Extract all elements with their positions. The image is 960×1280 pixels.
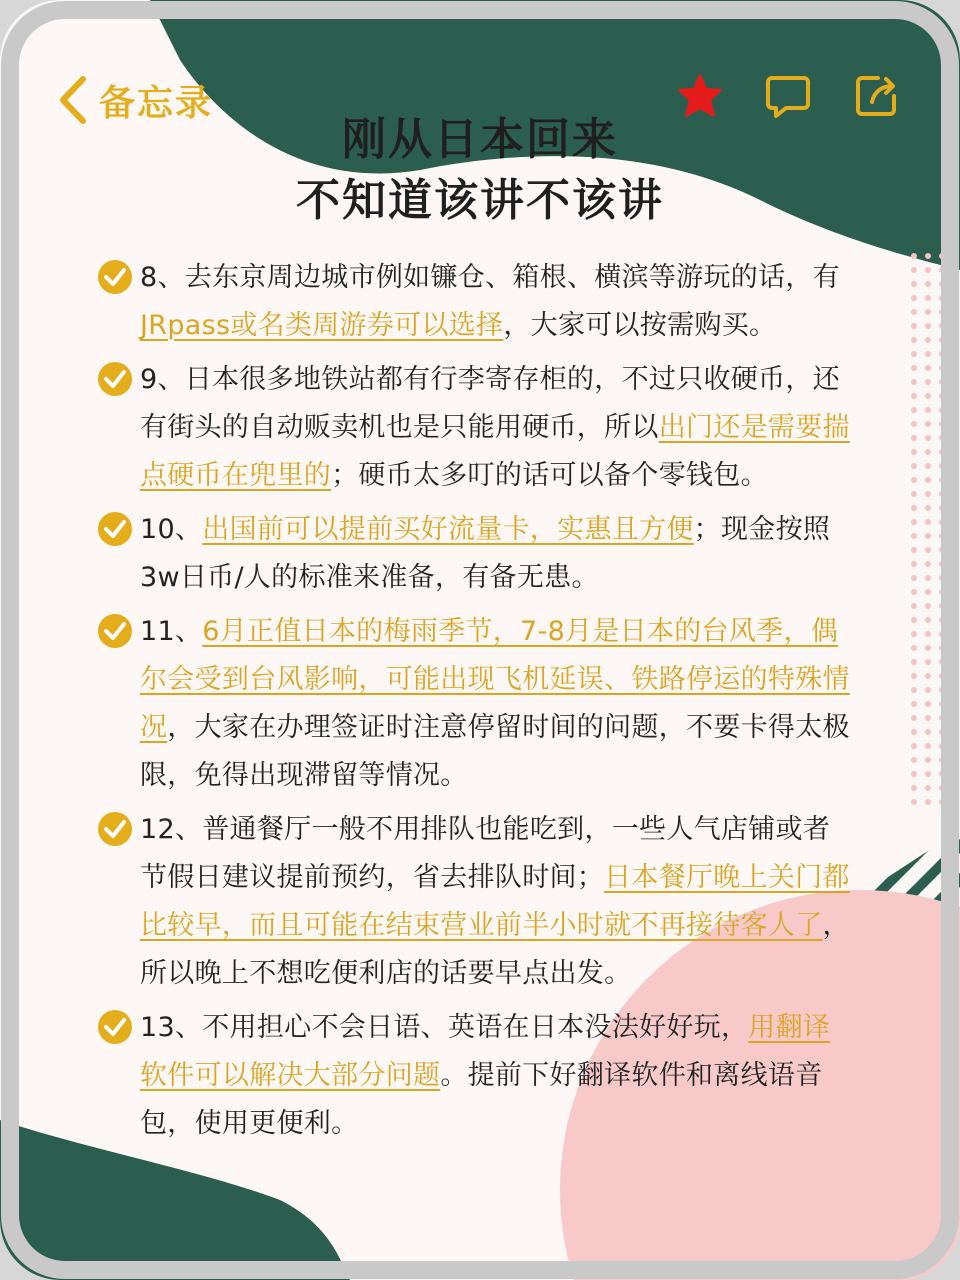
list-item: [96, 506, 856, 602]
tips-list: [96, 254, 856, 1154]
list-item: [96, 356, 856, 500]
list-item: [96, 1004, 856, 1148]
check-circle-icon: [96, 510, 134, 548]
check-circle-icon: [96, 258, 134, 296]
check-circle-icon: [96, 612, 134, 650]
check-circle-icon: [96, 360, 134, 398]
item-text: 13、不用担心不会日语、英语在日本没法好好玩，用翻译软件可以解决大部分问题。提前下好翻译软件和离线语音包，使用更便利。: [140, 1012, 831, 1139]
check-circle-icon: [96, 1008, 134, 1046]
title-line-1: 刚从日本回来: [342, 114, 618, 165]
item-text: 12、普通餐厅一般不用排队也能吃到，一些人气店铺或者节假日建议提前预约，省去排队时间；日本餐厅晚上关门都比较早，而且可能在结束营业前半小时就不再接待客人了，所以晚上不想吃便利店的话要早点出发。: [140, 814, 850, 989]
list-item: [96, 806, 856, 998]
back-label: 备忘录: [99, 82, 214, 124]
item-text: 9、日本很多地铁站都有行李寄存柜的，不过只收硬币，还有街头的自动贩卖机也是只能用硬币，所以出门还是需要揣点硬币在兜里的；硬币太多叮的话可以备个零钱包。: [140, 364, 850, 491]
item-text: 8、去东京周边城市例如镰仓、箱根、横滨等游玩的话，有JRpass或名类周游券可以选择，大家可以按需购买。: [140, 262, 840, 341]
item-text: 11、6月正值日本的梅雨季节，7-8月是日本的台风季，偶尔会受到台风影响，可能出现飞机延误、铁路停运的特殊情况，大家在办理签证时注意停留时间的问题，不要卡得太极限，免得出现滞留等情况。: [140, 616, 850, 791]
highlight-text: 6月正值日本的梅雨季节，7-8月是日本的台风季，偶尔会受到台风影响，可能出现飞机延误、铁路停运的特殊情况: [140, 616, 850, 743]
list-item: [96, 254, 856, 350]
highlight-text: 出门还是需要揣点硬币在兜里的: [140, 412, 850, 491]
highlight-text: 日本餐厅晚上关门都比较早，而且可能在结束营业前半小时就不再接待客人了: [140, 862, 850, 941]
title-line-2: 不知道该讲不该讲: [296, 175, 664, 226]
page-title: [0, 112, 960, 234]
highlight-text: JRpass或名类周游券可以选择: [140, 310, 504, 341]
item-text: 10、出国前可以提前买好流量卡，实惠且方便；现金按照3w日币/人的标准来准备，有备无患。: [140, 514, 831, 593]
list-item: [96, 608, 856, 800]
highlight-text: 用翻译软件可以解决大部分问题: [140, 1012, 831, 1091]
highlight-text: 出国前可以提前买好流量卡，实惠且方便: [202, 514, 694, 545]
check-circle-icon: [96, 810, 134, 848]
